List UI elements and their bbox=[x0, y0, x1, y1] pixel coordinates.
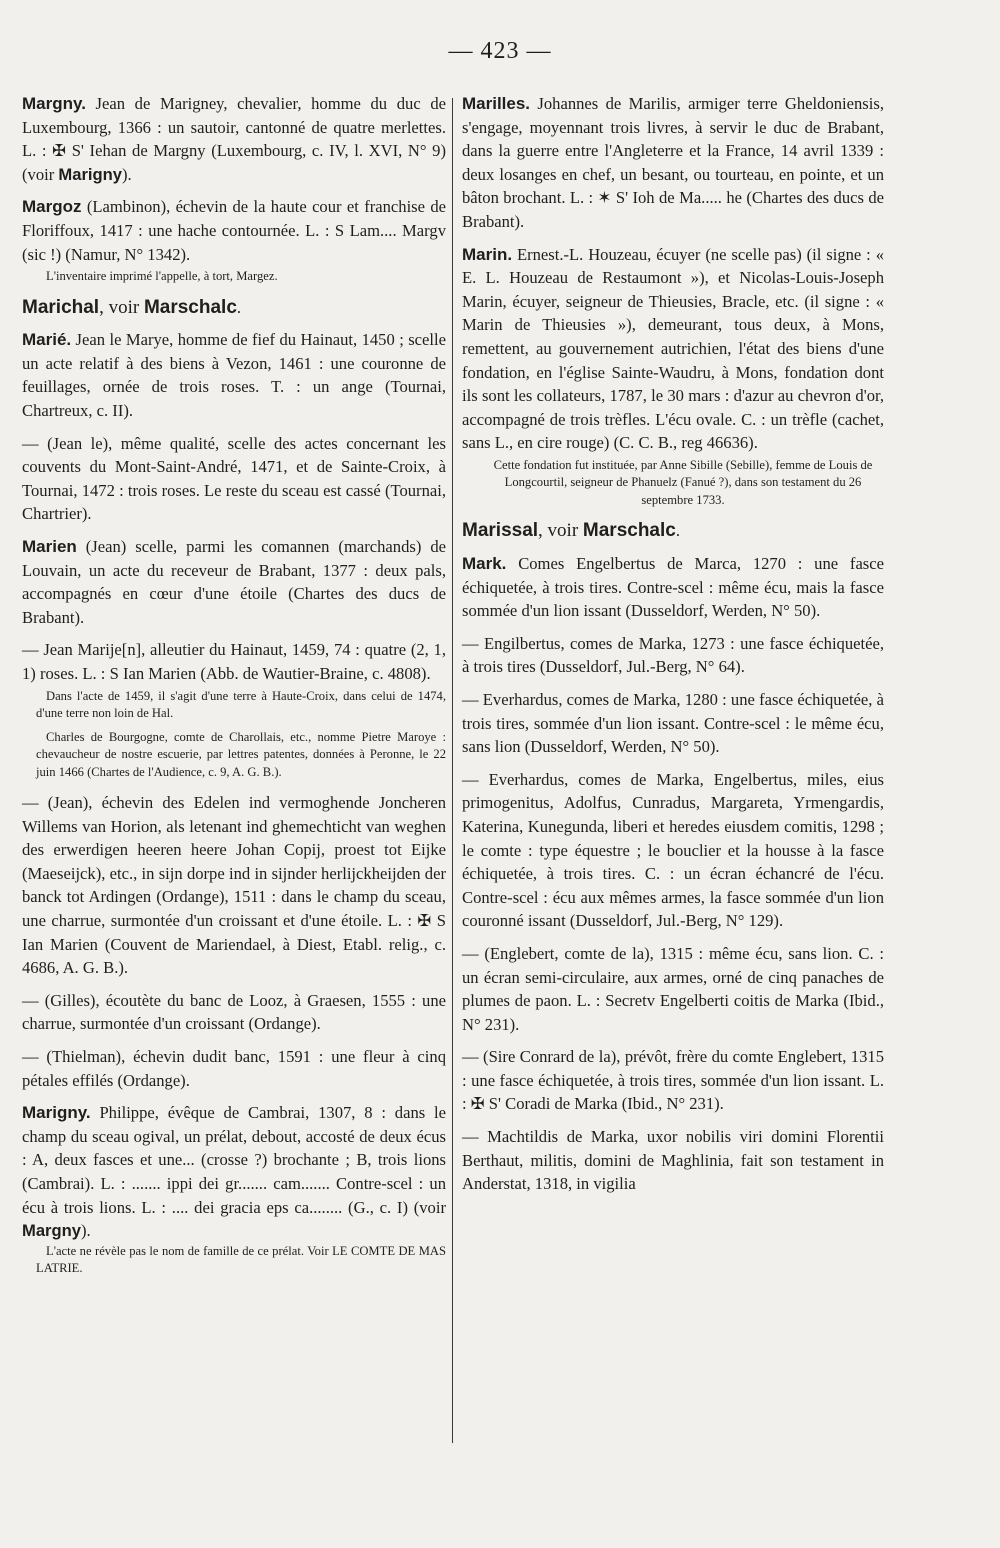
entry-text: — (Jean le), même qualité, scelle des actes concernant les couvents du Mont-Saint-André, 1471, et de Sainte-Croix, à Tournai, 1472 : trois roses. Le reste du sceau est cassé (Tournai, Chartrier). bbox=[22, 433, 446, 524]
headword: Margoz bbox=[22, 197, 82, 217]
entry-mark-englebert bbox=[462, 942, 884, 1036]
entry-text: (Jean) scelle, parmi les comannen (marchands) de Louvain, un acte du receveur de Brabant, 1377 : deux pals, accompagnés en cœur d'une étoile (Chartes des ducs de Brabant). bbox=[22, 537, 446, 627]
entry-text: — Everhardus, comes de Marka, Engelbertus, miles, eius primogenitus, Adolfus, Cunradus, Margareta, Yrmengardis, Katerina, Kunegunda, liberi et heredes eiusdem comitis, 1298 ; le comte : type équestre ; le bouclier et la housse à la fasce échiquetée, à trois tires. C. : un écran échancré de l'écu. Contre-scel : écu aux mêmes armes, la fasce sommée d'un lion couronné issant (Dusseldorf, Jul.-Berg, N° 129). bbox=[462, 769, 884, 931]
entry-marissal bbox=[462, 519, 884, 543]
cross-reference: Margny bbox=[22, 1221, 82, 1241]
entry-tail: . bbox=[236, 297, 242, 317]
footnote: L'inventaire imprimé l'appelle, à tort, Margez. bbox=[46, 269, 278, 284]
entry-text: Philippe, évêque de Cambrai, 1307, 8 : dans le champ du sceau ogival, un prélat, debout, accosté de deux écus : A, deux fasces et une... (crosse ?) brochante ; B, trois lions (Cambrai). L. : ....... ippi dei gr....... cam....... Contre-scel : un écu à trois lions. L. : .... dei gracia eps ca........ (G., c. I) (voir bbox=[22, 1103, 446, 1217]
entry-mark-everhardus bbox=[462, 688, 884, 759]
entry-text: Comes Engelbertus de Marca, 1270 : une fasce échiquetée, à trois tires. Contre-scel : même écu, mais la fasce sommée d'un lion issant (Dusseldorf, Werden, N° 50). bbox=[462, 554, 884, 621]
headword: Marichal bbox=[22, 296, 100, 318]
entry-mark-engilbertus bbox=[462, 632, 884, 679]
entry-text: — (Sire Conrard de la), prévôt, frère du comte Englebert, 1315 : une fasce échiquetée, à trois tires, sommée d'un lion issant. L. : ✠ S' Coradi de Marka (Ibid., N° 231). bbox=[462, 1047, 884, 1114]
entry-marien-marijen bbox=[22, 638, 446, 685]
entry-text: Jean le Marye, homme de fief du Hainaut, 1450 ; scelle un acte relatif à des biens à Vezon, 1461 : une couronne de feuillages, ornée de trois roses. T. : un ange (Tournai, Chartreux, c. II). bbox=[22, 330, 446, 421]
footnote: Cette fondation fut instituée, par Anne Sibille (Sebille), femme de Louis de Longcourtil, seigneur de Phanuelz (Fanué ?), dans son testament du 26 septembre 1733. bbox=[493, 457, 873, 507]
entry-text: — (Jean), échevin des Edelen ind vermoghende Joncheren Willems van Horion, als letenant ind ghemechticht van weghen des erwerdigen heeren heere Johan Copij, proest tot Eijke (Maeseijck), etc., in sijn dorpe ind in sijnder herlijckheijden der banck tot Ardingen (Ordange), 1511 : dans le champ du sceau, une charrue, surmontée d'un croissant et d'une étoile. L. : ✠ S Ian Marien (Couvent de Mariendael, à Diest, Etabl. relig., c. 4686, A. G. B.). bbox=[22, 793, 446, 978]
entry-mark-everhardus-1298 bbox=[462, 768, 884, 933]
entry-mark-machtildis bbox=[462, 1125, 884, 1196]
cross-reference: Marschalc bbox=[582, 520, 676, 542]
entry-marien-thielman bbox=[22, 1045, 446, 1092]
headword: Mark. bbox=[462, 554, 507, 573]
entry-marie bbox=[22, 328, 446, 422]
entry-text: — (Thielman), échevin dudit banc, 1591 : une fleur à cinq pétales effilés (Ordange). bbox=[22, 1047, 446, 1090]
entry-mark bbox=[462, 552, 884, 623]
page-number: — 423 — bbox=[448, 38, 552, 64]
headword: Marin. bbox=[462, 244, 513, 264]
footnote: L'acte ne révèle pas le nom de famille de ce prélat. Voir LE COMTE DE MAS LATRIE. bbox=[36, 1243, 446, 1276]
entry-text: — Machtildis de Marka, uxor nobilis viri domini Florentii Berthaut, militis, domini de Maghlinia, fait son testament in Anderstat, 1318, in vigilia bbox=[462, 1127, 884, 1194]
entry-tail: . bbox=[675, 521, 681, 541]
cross-reference: Marigny bbox=[58, 164, 123, 184]
left-column bbox=[22, 92, 446, 1288]
entry-marichal bbox=[22, 296, 446, 320]
entry-margoz bbox=[22, 195, 446, 266]
cross-reference: Marschalc bbox=[143, 296, 237, 318]
entry-text: , voir bbox=[538, 520, 583, 542]
entry-marien-gilles bbox=[22, 989, 446, 1036]
entry-text: Jean de Marigney, chevalier, homme du duc de Luxembourg, 1366 : un sautoir, cantonné de quatre merlettes. L. : ✠ S' Iehan de Margny (Luxembourg, c. IV, l. XVI, N° 9) (voir bbox=[22, 94, 446, 184]
entry-marien bbox=[22, 535, 446, 629]
entry-margny bbox=[22, 92, 446, 186]
entry-text: , voir bbox=[99, 296, 144, 318]
entry-text: — (Gilles), écoutète du banc de Looz, à Graesen, 1555 : une charrue, surmontée d'un croissant (Ordange). bbox=[22, 990, 446, 1034]
headword: Marien bbox=[22, 537, 77, 556]
footnote: Dans l'acte de 1459, il s'agit d'une terre à Haute-Croix, dans celui de 1474, d'une terre non loin de Hal. bbox=[36, 688, 446, 721]
entry-tail: ). bbox=[122, 164, 132, 184]
entry-text: — (Englebert, comte de la), 1315 : même écu, sans lion. C. : un écran semi-circulaire, aux armes, orné de cinq panaches de plumes de paon. L. : Secretv Engelberti coitis de Marka (Ibid., N° 231). bbox=[462, 943, 884, 1034]
entry-marie-jean bbox=[22, 432, 446, 526]
entry-text: — Everhardus, comes de Marka, 1280 : une fasce échiquetée, à trois tires, sommée d'un lion issant. Contre-scel : le même écu, sans lion (Dusseldorf, Werden, N° 50). bbox=[462, 689, 884, 757]
entry-marilles bbox=[462, 92, 884, 234]
column-divider bbox=[452, 98, 453, 1443]
headword: Marié. bbox=[22, 330, 72, 350]
entry-text: — Jean Marije[n], alleutier du Hainaut, 1459, 74 : quatre (2, 1, 1) roses. L. : S Ian Marien (Abb. de Wautier-Braine, c. 4808). bbox=[22, 640, 446, 683]
entry-text: — Engilbertus, comes de Marka, 1273 : une fasce échiquetée, à trois tires (Dusseldorf, Jul.-Berg, N° 64). bbox=[462, 633, 884, 677]
right-column bbox=[462, 92, 884, 1205]
entry-tail: ). bbox=[81, 1221, 91, 1241]
footnote: Charles de Bourgogne, comte de Charollais, etc., nomme Pietre Maroye : chevaucheur de nostre escuerie, par lettres patentes, données à Peronne, le 22 juin 1466 (Chartes de l'Audience, c. 9, A. G. B.). bbox=[36, 729, 446, 779]
headword: Margny. bbox=[22, 94, 86, 113]
entry-mark-conrard bbox=[462, 1045, 884, 1116]
entry-marin bbox=[462, 243, 884, 455]
entry-text: (Lambinon), échevin de la haute cour et franchise de Floriffoux, 1417 : une hache contournée. L. : S Lam.... Margv (sic !) (Namur, N° 1342). bbox=[22, 197, 446, 264]
entry-marigny bbox=[22, 1101, 446, 1243]
headword: Marigny. bbox=[22, 1103, 91, 1123]
entry-text: Ernest.-L. Houzeau, écuyer (ne scelle pas) (il signe : « E. L. Houzeau de Restaumont »), et Nicolas-Louis-Joseph Marin, écuyer, seigneur de Thieusies, Bracle, etc. (il signe : « Marin de Thieusies »), demeurant, tous deux, à Mons, remettent, au gouvernement autrichien, l'état des biens d'une fondation, en l'église Sainte-Waudru, à Mons, fondation dont ils sont les collateurs, 1787, le 30 mars : d'azur au chevron d'or, accompagné de trois trèfles. L'écu ovale. C. : un trèfle (cachet, sans L., en cire rouge) (C. C. B., reg 46636). bbox=[462, 244, 884, 453]
headword: Marissal bbox=[462, 520, 539, 542]
headword: Marilles. bbox=[462, 94, 531, 113]
entry-text: Johannes de Marilis, armiger terre Gheldoniensis, s'engage, moyennant trois livres, à servir le duc de Brabant, dans la guerre entre l'Angleterre et la France, 14 avril 1339 : deux losanges en chef, un besant, ou tourteau, en pointe, et un bâton brochant. L. : ✶ S' Ioh de Ma..... he (Chartes des ducs de Brabant). bbox=[462, 94, 884, 231]
entry-marien-jean-echevin bbox=[22, 791, 446, 980]
